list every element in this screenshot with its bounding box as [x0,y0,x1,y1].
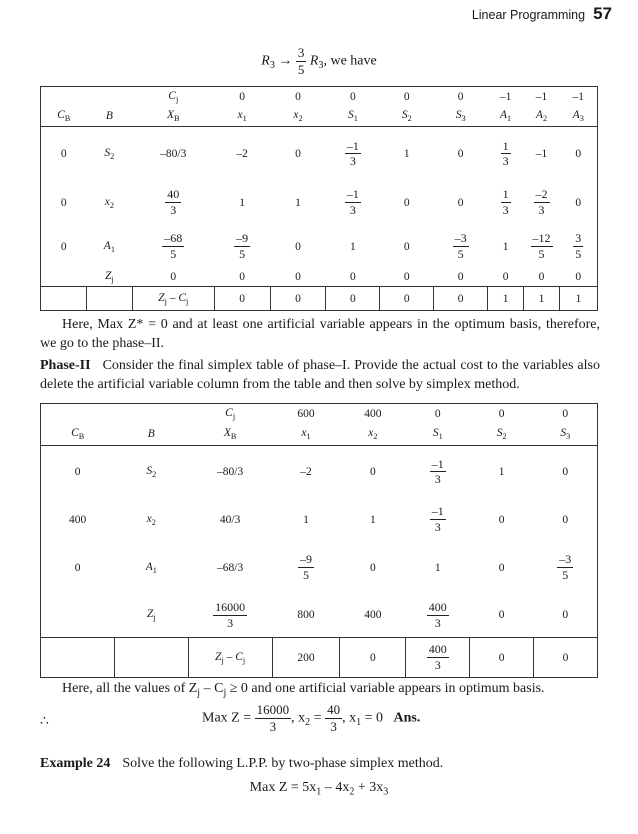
zj-cj-cell: 1 [524,287,560,311]
table-cell: 40/3 [219,513,241,526]
table-row [41,446,598,498]
fraction: $\frac{3}{5}$ [575,231,582,261]
zj-cj-cell: 0 [470,638,534,678]
table-cell [488,127,524,181]
phase2-simplex-table [40,403,598,678]
cj-cell: 0 [270,87,326,107]
fraction: $\frac{400}{3}$ [428,600,447,630]
fraction: $\frac{-12}{5}$ [532,231,551,261]
header-row [41,107,598,127]
table-row [41,225,598,269]
zj-cj-cell: 1 [559,287,597,311]
table-cell: –80/3 [160,147,187,160]
fraction: $\frac{1}{3}$ [502,138,509,169]
cj-cell: 0 [534,404,598,424]
fraction: $\frac{-3}{5}$ [454,231,467,261]
table-cell: 0 [41,446,115,498]
table-cell: 0 [380,269,434,287]
example-heading: Example 24 Solve the following L.P.P. by two-phase simplex method. [40,756,444,771]
table-cell: –2 [236,147,248,160]
cj-cell [86,87,132,107]
header-cell: $X_B$ [132,107,214,127]
table-cell [559,225,597,269]
answer-label: Ans. [393,710,421,726]
table-cell: 0 [559,269,597,287]
table-cell: $Z_j$ [86,269,132,287]
table-cell: 0 [270,269,326,287]
table-cell: 1 [239,196,245,209]
header-cell: $x_1$ [272,424,340,446]
table-cell: 0 [457,147,464,160]
table-cell: $x_2$ [146,512,156,527]
table-cell [524,181,560,225]
therefore-symbol: ∴ [40,714,49,729]
cj-cell: 600 [272,404,340,424]
table-cell [406,446,470,498]
cj-cell: $C_j$ [188,404,272,424]
fraction: $\frac{1}{3}$ [502,187,509,217]
fraction: $\frac{-3}{5}$ [559,552,572,582]
table-cell: 1 [303,513,309,526]
table-cell: 400 [41,498,115,542]
cj-cell: 0 [470,404,534,424]
zj-cj-cell: $Z_j - C_j$ [188,638,272,678]
table-cell [188,594,272,638]
phase2-intro-text: Phase-II Consider the final simplex table of phase–I. Provide the actual cost to the variables also delete the artificial variable column from the table and then solve by simplex method. [40,358,600,392]
table-cell: 1 [498,465,505,478]
zj-cj-cell: 200 [272,638,340,678]
table-cell [272,542,340,594]
table-cell: 0 [132,269,214,287]
row-operation: $R_3$ → $\frac{3}{5}$ $R_3$, we have [261,45,377,77]
table-cell: 1 [403,147,410,160]
table-cell [326,127,380,181]
table-cell [41,594,115,638]
cj-cell: 400 [340,404,406,424]
fraction: $\frac{-1}{3}$ [346,187,359,217]
table-cell: 0 [370,465,376,478]
fraction: $\frac{-68}{5}$ [164,231,183,261]
zj-cj-cell [41,287,87,311]
header-cell: $C_B$ [41,424,115,446]
table-cell: –68/3 [217,561,244,574]
header-cell: $x_2$ [340,424,406,446]
table-cell: 0 [470,594,534,638]
zj-cj-cell [86,287,132,311]
zj-cj-cell: 0 [534,638,598,678]
header-cell: $C_B$ [41,107,87,127]
table-cell: 0 [403,196,410,209]
header-cell: B [86,107,132,127]
fraction: $\frac{-1}{3}$ [346,138,359,169]
table-cell [406,594,470,638]
table-cell: 0 [295,240,301,253]
table-cell [326,181,380,225]
header-cell: $x_1$ [214,107,270,127]
table-cell: $x_2$ [104,195,114,210]
table-cell: 0 [295,147,301,160]
cj-cell [114,404,188,424]
zj-cj-cell: 0 [326,287,380,311]
fraction: $\frac{-1}{3}$ [431,504,444,534]
table-cell: 1 [295,196,301,209]
table-cell: 0 [559,127,597,181]
table-cell: 800 [272,594,340,638]
table-cell: 1 [350,240,356,253]
header-cell: $S_2$ [380,107,434,127]
table-cell [524,225,560,269]
cj-cell [41,404,115,424]
table-cell: 1 [502,240,509,253]
table-cell: 1 [370,513,376,526]
table-row [41,594,598,638]
zj-cj-cell: 0 [214,287,270,311]
table-cell [488,181,524,225]
header-cell: $A_1$ [488,107,524,127]
table-cell: 0 [457,196,464,209]
running-title: Linear Programming [471,8,586,22]
table-cell: 0 [41,127,87,181]
table-cell: 0 [41,225,87,269]
fraction: $\frac{-9}{5}$ [236,231,249,261]
zj-cj-cell: $Z_j - C_j$ [132,287,214,311]
table-cell: 400 [340,594,406,638]
header-row [41,424,598,446]
header-cell: $S_3$ [434,107,488,127]
cj-cell: 0 [406,404,470,424]
table-cell [132,181,214,225]
table-cell: 0 [534,498,598,542]
result-line [40,703,600,739]
row-op-fraction: $\frac{3}{5}$ [297,45,305,77]
header-cell: $A_2$ [524,107,560,127]
cj-cell: 0 [214,87,270,107]
table-cell: $S_2$ [146,464,157,479]
zj-cj-cell [41,638,115,678]
optimality-text: Here, all the values of $Z_j - C_j \ge 0$ and one artificial variable appears in optimum basis. [62,681,545,699]
table-cell: –1 [535,147,548,160]
table-cell [41,269,87,287]
header-cell: B [114,424,188,446]
table-cell: $A_1$ [103,239,115,254]
table-cell: 0 [370,561,376,574]
cj-cell: –1 [524,87,560,107]
zj-cj-cell: 0 [270,287,326,311]
table-row [41,269,598,287]
cj-cell: –1 [488,87,524,107]
zj-cj-cell: 0 [434,287,488,311]
table-row [41,181,598,225]
cj-cell [41,87,87,107]
cj-cell: 0 [326,87,380,107]
zj-cj-cell: 1 [488,287,524,311]
table-cell: –2 [300,465,312,478]
cj-row [41,87,598,107]
phase1-conclusion-text: Here, Max Z* = 0 and at least one artificial variable appears in the optimum basis, therefore, we go to the phase–II. [40,317,600,351]
table-cell: 0 [524,269,560,287]
table-cell [132,225,214,269]
table-row [41,127,598,181]
table-cell: 0 [41,542,115,594]
table-cell: 0 [534,594,598,638]
table-cell: 0 [403,240,410,253]
table-cell: 0 [434,269,488,287]
header-cell: $X_B$ [188,424,272,446]
table-cell: 0 [214,269,270,287]
table-cell: –80/3 [217,465,244,478]
cj-cell: 0 [434,87,488,107]
result-equation: Max Z = $\frac{16000}{3}$ , $x_2$ = $\frac{40}{3}$ , $x_1 = 0$ Ans. [202,702,421,734]
header-cell: $S_2$ [470,424,534,446]
table-cell [534,542,598,594]
header-cell: $x_2$ [270,107,326,127]
objective-function: Max $Z = 5x_1 - 4x_2 + 3x_3$ [249,780,389,798]
table-cell: 0 [498,513,505,526]
fraction: $\frac{16000}{3}$ [215,600,246,630]
header-cell: $S_1$ [406,424,470,446]
fraction: $\frac{-2}{3}$ [535,187,548,217]
table-row [41,542,598,594]
table-cell: $S_2$ [104,146,115,161]
page-number: 57 [593,4,612,23]
table-cell: 0 [326,269,380,287]
table-cell: 0 [534,446,598,498]
header-cell: $S_1$ [326,107,380,127]
zj-cj-cell [114,638,188,678]
fraction: $\frac{-9}{5}$ [300,552,313,582]
table-cell: $Z_j$ [114,594,188,638]
zj-cj-row [41,287,598,311]
zj-cj-row [41,638,598,678]
table-cell [406,498,470,542]
table-cell [214,225,270,269]
cj-cell: –1 [559,87,597,107]
table-cell: 0 [488,269,524,287]
header-cell: $A_3$ [559,107,597,127]
header-cell: $S_3$ [534,424,598,446]
table-cell: 1 [434,561,441,574]
fraction: $\frac{-1}{3}$ [431,456,444,487]
phase1-simplex-table [40,86,598,311]
table-cell: 0 [559,181,597,225]
table-cell: 0 [498,561,505,574]
table-cell: $A_1$ [145,560,157,575]
fraction: $\frac{400}{3}$ [428,642,447,672]
cj-cell: 0 [380,87,434,107]
cj-row [41,404,598,424]
cj-cell: $C_j$ [132,87,214,107]
zj-cj-cell: 0 [340,638,406,678]
table-cell [434,225,488,269]
zj-cj-cell [406,638,470,678]
table-row [41,498,598,542]
fraction: $\frac{40}{3}$ [167,187,180,217]
zj-cj-cell: 0 [380,287,434,311]
page-header [472,4,612,24]
table-cell: 0 [41,181,87,225]
